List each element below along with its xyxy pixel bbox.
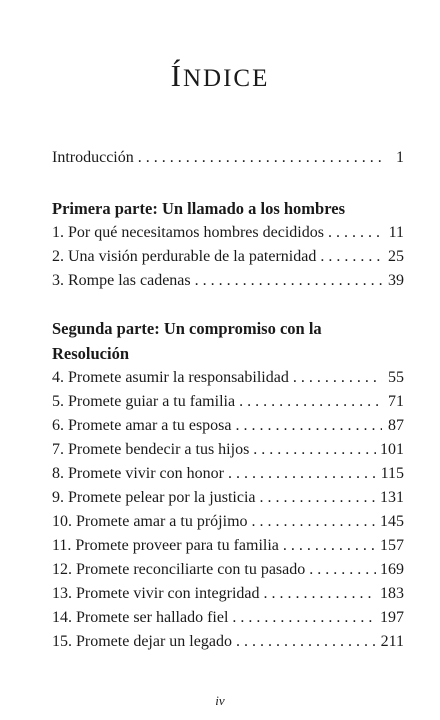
toc-entry	[52, 606, 404, 630]
toc-entry-label: 9. Promete pelear por la justicia	[52, 489, 256, 506]
leader-dots	[320, 245, 382, 269]
toc-entry	[52, 269, 404, 293]
leader-dots	[138, 146, 382, 170]
toc-entry-page: 169	[380, 561, 404, 578]
leader-dots	[195, 269, 382, 293]
leader-dots	[253, 438, 376, 462]
toc-entry	[52, 438, 404, 462]
toc-entry-page: 145	[380, 513, 404, 530]
leader-dots	[309, 558, 376, 582]
toc-entry	[52, 462, 404, 486]
toc-entry-label: 13. Promete vivir con integridad	[52, 585, 260, 602]
toc-entry	[52, 558, 404, 582]
toc-entry-page: 157	[380, 537, 404, 554]
toc-entry-page: 39	[388, 272, 404, 289]
toc-entry-label: 8. Promete vivir con honor	[52, 465, 224, 482]
toc-entry	[52, 534, 404, 558]
toc-part-2	[52, 316, 404, 654]
title-rest: NDICE	[182, 65, 270, 92]
leader-dots	[328, 221, 382, 245]
toc-entry	[52, 486, 404, 510]
toc-entry-label: 4. Promete asumir la responsabilidad	[52, 369, 289, 386]
part-heading: Primera parte: Un llamado a los hombres	[52, 199, 345, 218]
leader-dots	[283, 534, 376, 558]
toc-entry	[52, 414, 404, 438]
leader-dots	[293, 366, 382, 390]
toc-entry-page: 115	[380, 465, 404, 482]
part-heading	[52, 316, 404, 366]
page-title	[0, 58, 440, 94]
toc-entry-page: 183	[380, 585, 404, 602]
toc-entry	[52, 390, 404, 414]
toc-entry-page: 131	[380, 489, 404, 506]
toc-entry-page: 1	[396, 149, 404, 166]
toc-entry-label: 11. Promete proveer para tu familia	[52, 537, 279, 554]
toc-entry-label: 12. Promete reconciliarte con tu pasado	[52, 561, 306, 578]
leader-dots	[236, 414, 383, 438]
leader-dots	[264, 582, 376, 606]
part-heading-line-1: Segunda parte: Un compromiso con la	[52, 319, 322, 338]
leader-dots	[236, 630, 377, 654]
toc-entry	[52, 146, 404, 170]
toc-entry	[52, 630, 404, 654]
toc-entry-label: 7. Promete bendecir a tus hijos	[52, 441, 250, 458]
page-number: iv	[215, 693, 225, 708]
toc-entry-label: 3. Rompe las cadenas	[52, 272, 191, 289]
toc-entry-label: 14. Promete ser hallado fiel	[52, 609, 229, 626]
toc-entry	[52, 221, 404, 245]
toc-entry	[52, 245, 404, 269]
toc-part-1	[52, 196, 404, 293]
toc-entry-label: 6. Promete amar a tu esposa	[52, 417, 232, 434]
toc-entry-page: 211	[380, 633, 404, 650]
toc-entry-label: 5. Promete guiar a tu familia	[52, 393, 236, 410]
toc-entry-label: 1. Por qué necesitamos hombres decididos	[52, 224, 324, 241]
leader-dots	[252, 510, 376, 534]
leader-dots	[239, 390, 382, 414]
leader-dots	[259, 486, 376, 510]
toc-entry	[52, 366, 404, 390]
toc-entry	[52, 510, 404, 534]
toc-entry-label: 15. Promete dejar un legado	[52, 633, 232, 650]
toc-entry-label: 10. Promete amar a tu prójimo	[52, 513, 248, 530]
toc-entry	[52, 582, 404, 606]
toc-entry-page: 55	[388, 369, 404, 386]
toc-entry-page: 101	[380, 441, 404, 458]
toc-entry-page: 25	[388, 248, 404, 265]
toc-entry-page: 197	[380, 609, 404, 626]
leader-dots	[228, 462, 377, 486]
toc-entry-page: 11	[388, 224, 404, 241]
toc-intro	[52, 146, 404, 170]
title-initial: Í	[170, 58, 183, 93]
toc-entry-page: 71	[388, 393, 404, 410]
leader-dots	[232, 606, 376, 630]
part-heading-line-2: Resolución	[52, 344, 130, 363]
toc-entry-label: 2. Una visión perdurable de la paternidad	[52, 248, 317, 265]
toc-entry-page: 87	[388, 417, 404, 434]
toc-entry-label: Introducción	[52, 149, 134, 166]
